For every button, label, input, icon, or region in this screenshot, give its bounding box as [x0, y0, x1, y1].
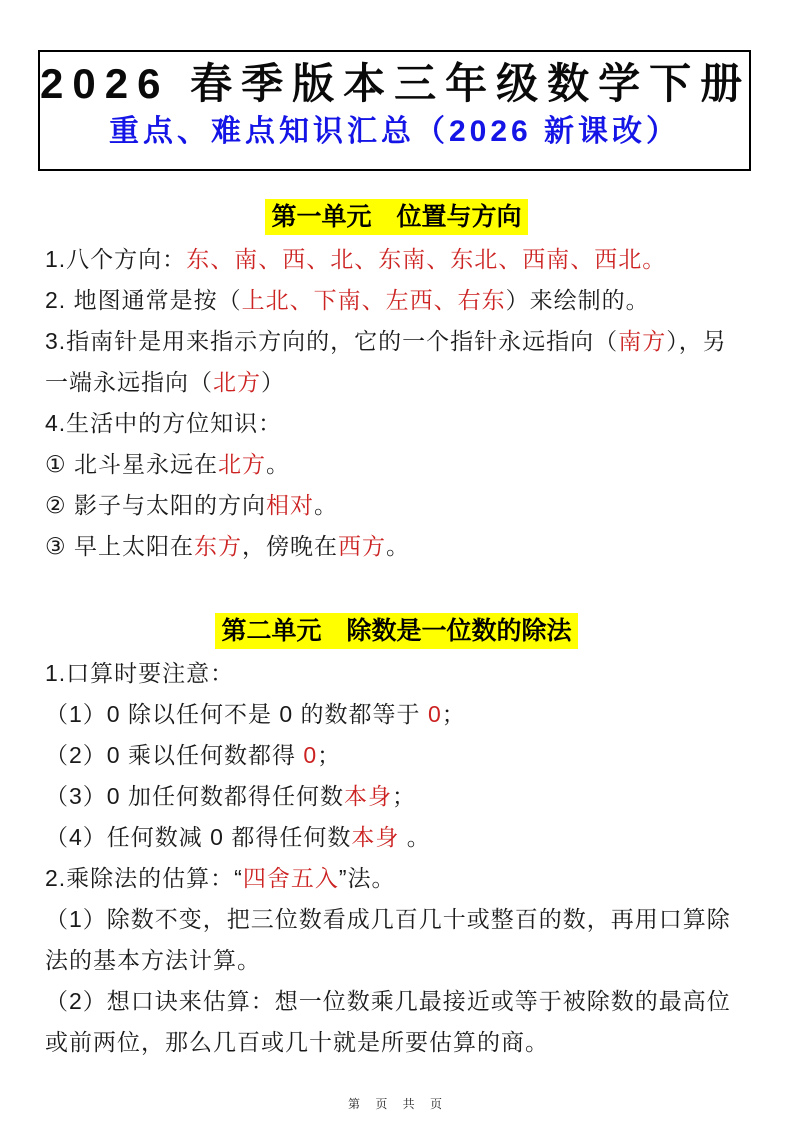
text-line	[45, 940, 748, 981]
document-body	[45, 183, 748, 1063]
highlight-term: 上北、下南、左西、右东	[241, 287, 506, 313]
text-line	[45, 321, 748, 362]
text-line	[45, 362, 748, 403]
text-segment: 。	[266, 451, 291, 477]
text-segment: ；	[317, 742, 342, 768]
text-segment: 。	[386, 533, 411, 559]
text-line	[45, 735, 748, 776]
text-segment: ）	[261, 369, 285, 395]
text-segment: （2）想口诀来估算：想一位数乘几最接近或等于被除数的最高位	[45, 988, 731, 1014]
section-header-unit2	[45, 609, 748, 653]
text-segment: ① 北斗星永远在	[45, 451, 219, 477]
text-segment: ”法。	[338, 865, 396, 891]
text-segment: （2）0 乘以任何数都得	[45, 742, 304, 768]
section-header-unit1	[45, 195, 748, 239]
text-segment: （3）0 加任何数都得任何数	[45, 783, 344, 809]
text-line	[45, 981, 748, 1022]
text-line	[45, 694, 748, 735]
highlight-term: 东、南、西、北、东南、东北、西南、西北。	[186, 246, 667, 272]
text-segment: ；	[391, 783, 416, 809]
highlight-term: 四舍五入	[242, 865, 339, 891]
text-segment: ，傍晚在	[242, 533, 339, 559]
highlight-term: 相对	[266, 492, 315, 518]
text-segment: 一端永远指向（	[45, 369, 213, 395]
document-subtitle: 重点、难点知识汇总（2026 新课改）	[108, 115, 681, 149]
highlight-term: 北方	[213, 369, 261, 395]
text-segment: （1）0 除以任何不是 0 的数都等于	[45, 701, 428, 727]
highlight-term: 0	[303, 742, 318, 768]
text-segment: 。	[314, 492, 339, 518]
text-segment: ），另	[666, 328, 727, 354]
highlight-term: 0	[427, 701, 442, 727]
text-segment: ② 影子与太阳的方向	[45, 492, 267, 518]
text-line	[45, 485, 748, 526]
text-line	[45, 239, 748, 280]
text-line	[45, 858, 748, 899]
document-title: 2026 春季版本三年级数学下册	[40, 60, 752, 107]
text-line	[45, 776, 748, 817]
section-gap	[45, 567, 748, 597]
text-segment: 3.指南针是用来指示方向的，它的一个指针永远指向（	[45, 328, 619, 354]
highlight-term: 西方	[338, 533, 387, 559]
text-line	[45, 280, 748, 321]
section-header-highlight: 第一单元 位置与方向	[265, 199, 527, 235]
section-header-highlight: 第二单元 除数是一位数的除法	[215, 613, 577, 649]
text-segment: 1.八个方向：	[45, 246, 187, 272]
text-line	[45, 403, 748, 444]
text-line	[45, 817, 748, 858]
text-segment: （1）除数不变，把三位数看成几百几十或整百的数，再用口算除	[45, 906, 731, 932]
title-box	[38, 50, 751, 171]
text-segment: 2. 地图通常是按（	[45, 287, 242, 313]
text-segment: ）来绘制的。	[505, 287, 650, 313]
text-segment: 2.乘除法的估算：“	[45, 865, 243, 891]
text-segment: 。	[399, 824, 431, 850]
text-segment: 法的基本方法计算。	[45, 947, 261, 973]
text-segment: 1.口算时要注意：	[45, 660, 235, 686]
highlight-term: 本身	[351, 824, 400, 850]
text-segment: ；	[441, 701, 466, 727]
text-segment: （4）任何数减 0 都得任何数	[45, 824, 352, 850]
highlight-term: 南方	[618, 328, 667, 354]
text-line	[45, 526, 748, 567]
highlight-term: 本身	[343, 783, 392, 809]
text-segment: ③ 早上太阳在	[45, 533, 195, 559]
highlight-term: 北方	[218, 451, 267, 477]
text-line	[45, 1022, 748, 1063]
text-segment: 或前两位，那么几百或几十就是所要估算的商。	[45, 1029, 549, 1055]
highlight-term: 东方	[194, 533, 243, 559]
text-line	[45, 899, 748, 940]
text-segment: 4.生活中的方位知识：	[45, 410, 283, 436]
page-footer: 第 页 共 页	[347, 1097, 445, 1111]
text-line	[45, 444, 748, 485]
text-line	[45, 653, 748, 694]
